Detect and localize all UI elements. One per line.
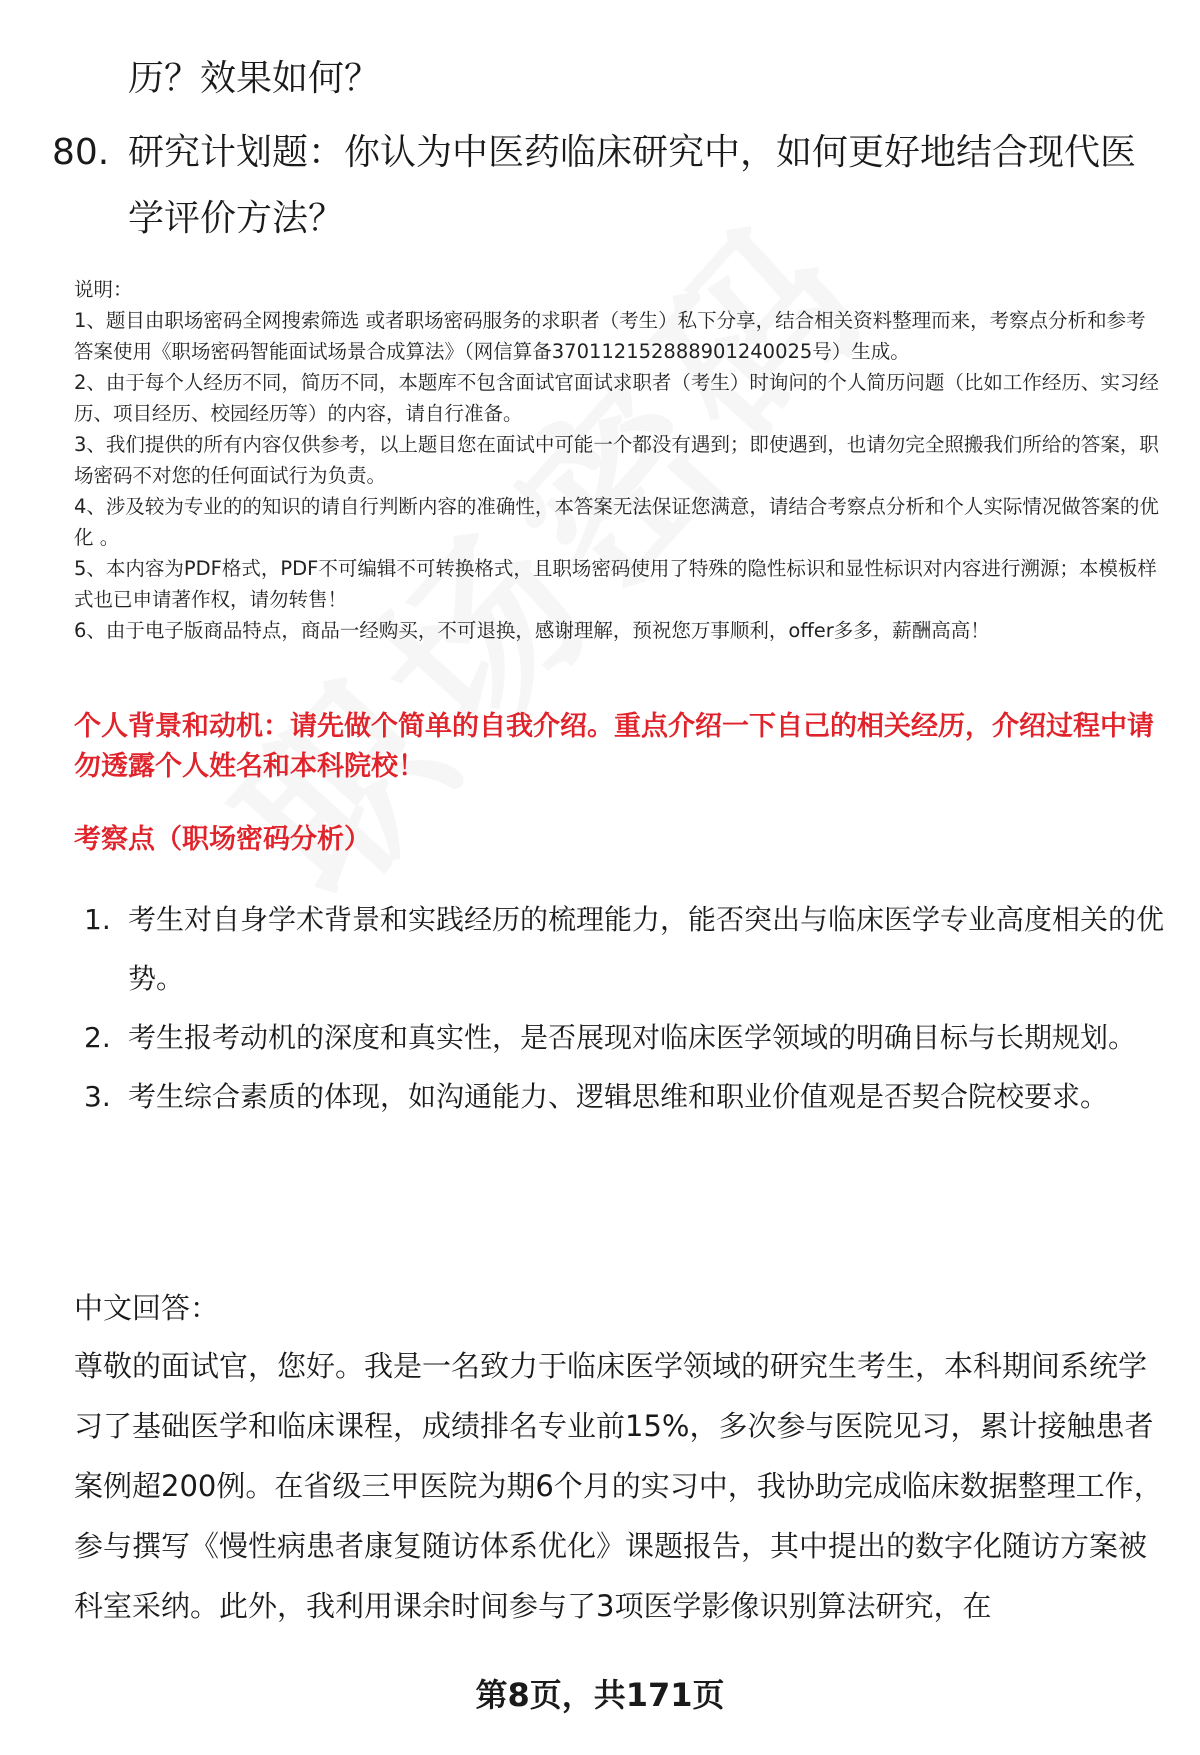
note-item: 5、本内容为PDF格式，PDF不可编辑不可转换格式，且职场密码使用了特殊的隐性标识和显性标识对内容进行溯源；本模板样式也已申请著作权，请勿转售！ [74, 557, 1157, 611]
note-item: 4、涉及较为专业的的知识的请自行判断内容的准确性，本答案无法保证您满意，请结合考察点分析和个人实际情况做答案的优化 。 [74, 495, 1159, 549]
point-number: 3. [84, 1080, 111, 1113]
note-item: 6、由于电子版商品特点，商品一经购买，不可退换，感谢理解，预祝您万事顺利，offer多多，薪酬高高！ [74, 619, 990, 642]
section-title: 个人背景和动机：请先做个简单的自我介绍。重点介绍一下自己的相关经历，介绍过程中请勿透露个人姓名和本科院校！ [74, 711, 1154, 782]
analysis-points [74, 890, 1164, 1126]
point-number: 1. [84, 903, 111, 936]
analysis-point [74, 1067, 1164, 1126]
notes-block [74, 274, 1164, 646]
answer-label: 中文回答： [74, 1291, 220, 1325]
analysis-point [74, 890, 1164, 1008]
question-text: 历？效果如何？ [128, 58, 381, 99]
note-item: 2、由于每个人经历不同，简历不同，本题库不包含面试官面试求职者（考生）时询问的个人简历问题（比如工作经历、实习经历、项目经历、校园经历等）的内容，请自行准备。 [74, 371, 1159, 425]
notes-title: 说明： [74, 278, 133, 301]
page-footer: 第8页，共171页 [475, 1676, 725, 1714]
point-text: 考生综合素质的体现，如沟通能力、逻辑思维和职业价值观是否契合院校要求。 [128, 1080, 1109, 1113]
point-number: 2. [84, 1021, 111, 1054]
point-text: 考生对自身学术背景和实践经历的梳理能力，能否突出与临床医学专业高度相关的优势。 [128, 903, 1165, 995]
answer-text: 尊敬的面试官，您好。我是一名致力于临床医学领域的研究生考生，本科期间系统学习了基础医学和临床课程，成绩排名专业前15%，多次参与医院见习，累计接触患者案例超200例。在省级三甲医院为期6个月的实习中，我协助完成临床数据整理工作，参与撰写《慢性病患者康复随访体系优化》课题报告，其中提出的数字化随访方案被科室采纳。此外，我利用课余时间参与了3项医学影像识别算法研究，在 [74, 1349, 1163, 1623]
point-text: 考生报考动机的深度和真实性，是否展现对临床医学领域的明确目标与长期规划。 [128, 1021, 1137, 1054]
question-number: 80. [52, 132, 110, 173]
note-item: 3、我们提供的所有内容仅供参考，以上题目您在面试中可能一个都没有遇到；即使遇到，也请勿完全照搬我们所给的答案，职场密码不对您的任何面试行为负责。 [74, 433, 1159, 487]
analysis-point [74, 1008, 1164, 1067]
question-text: 研究计划题：你认为中医药临床研究中，如何更好地结合现代医学评价方法？ [128, 132, 1137, 239]
analysis-title: 考察点（职场密码分析） [74, 824, 371, 855]
note-item: 1、题目由职场密码全网搜索筛选 或者职场密码服务的求职者（考生）私下分享，结合相关资料整理而来，考察点分析和参考答案使用《职场密码智能面试场景合成算法》（网信算备370112152888901240025号）生成。 [74, 309, 1146, 363]
